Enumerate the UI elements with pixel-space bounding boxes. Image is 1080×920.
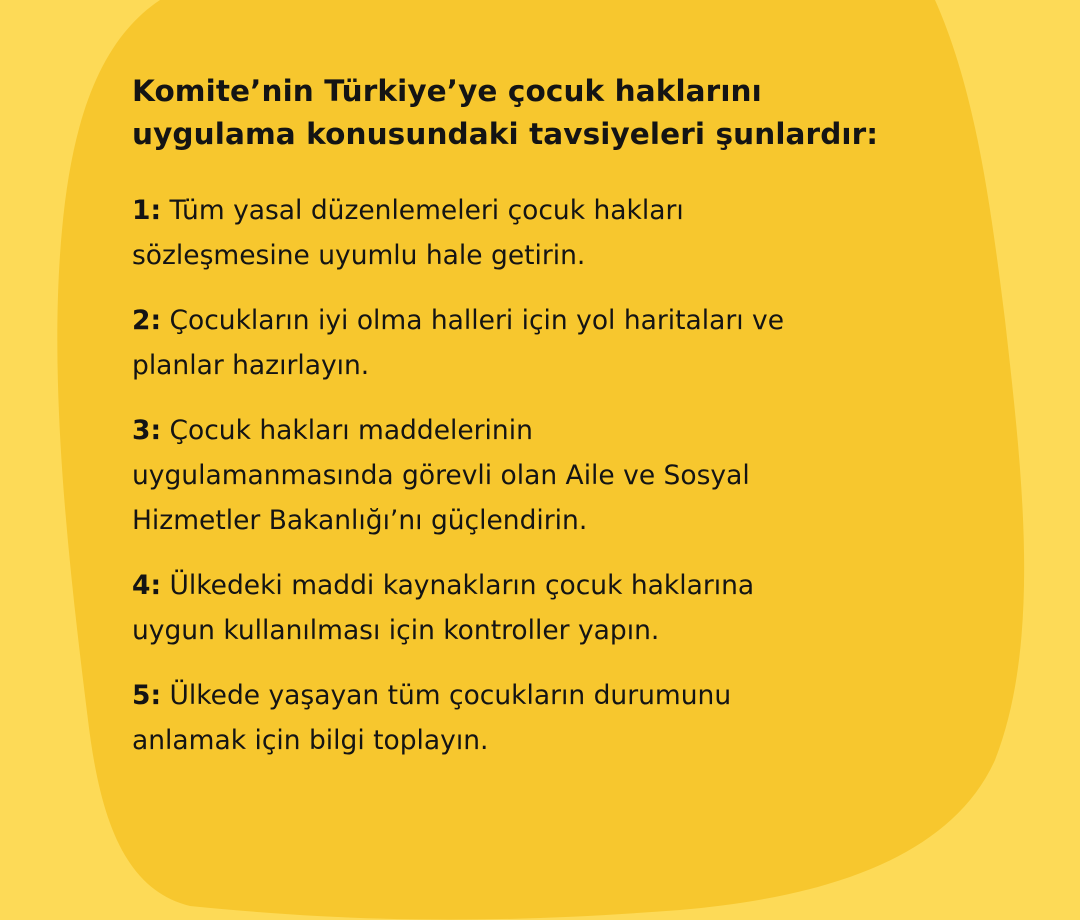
recommendation-item-1 (132, 188, 1012, 278)
item-text-line: Çocukların iyi olma halleri için yol haritaları ve (169, 305, 785, 336)
item-number: 2: (132, 305, 162, 336)
recommendation-item-4 (132, 563, 1012, 653)
item-text-line: Ülkedeki maddi kaynakların çocuk haklarına (169, 570, 755, 601)
item-number: 3: (132, 415, 162, 446)
item-text-line: planlar hazırlayın. (132, 350, 370, 381)
recommendation-item-2 (132, 298, 1012, 388)
title-line-2: uygulama konusundaki tavsiyeleri şunlardır: (132, 117, 879, 151)
item-text-line: uygulamanmasında görevli olan Aile ve Sosyal (132, 460, 750, 491)
item-number: 5: (132, 680, 162, 711)
recommendations-panel (132, 70, 1012, 783)
recommendation-list (132, 188, 1012, 763)
item-text-line: Çocuk hakları maddelerinin (169, 415, 533, 446)
item-text-line: Ülkede yaşayan tüm çocukların durumunu (169, 680, 732, 711)
title-line-1: Komite’nin Türkiye’ye çocuk haklarını (132, 74, 762, 108)
recommendation-item-3 (132, 408, 1012, 543)
item-text-line: sözleşmesine uyumlu hale getirin. (132, 240, 586, 271)
page-title (132, 70, 1012, 156)
item-number: 1: (132, 195, 162, 226)
item-text-line: Hizmetler Bakanlığı’nı güçlendirin. (132, 505, 588, 536)
item-text-line: Tüm yasal düzenlemeleri çocuk hakları (169, 195, 684, 226)
item-text-line: anlamak için bilgi toplayın. (132, 725, 489, 756)
item-text-line: uygun kullanılması için kontroller yapın. (132, 615, 660, 646)
item-number: 4: (132, 570, 162, 601)
recommendation-item-5 (132, 673, 1012, 763)
